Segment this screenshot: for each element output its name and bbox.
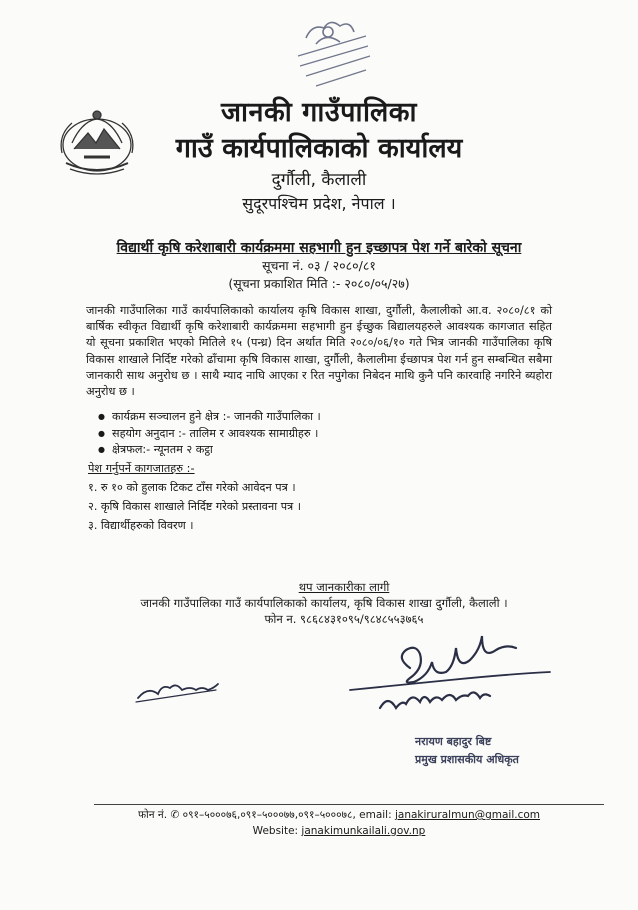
list-item: १. रु १० को हुलाक टिकट टाँस गरेको आवेदन पत्र । xyxy=(88,481,296,494)
office-seal-stamp xyxy=(276,8,386,98)
more-info-address: जानकी गाउँपालिका गाउँ कार्यपालिकाको कार्यालय, कृषि विकास शाखा दुर्गौली, कैलाली । xyxy=(140,596,508,610)
footer-email-label: email: xyxy=(359,809,392,821)
footer-website-link[interactable]: janakimunkailali.gov.np xyxy=(301,825,426,837)
notice-body-paragraph: जानकी गाउँपालिका गाउँ कार्यपालिकाको कार्यालय कृषि विकास शाखा, दुर्गौली, कैलालीको आ.व. २०८०/८१ को बार्षिक स्वीकृत विद्यार्थी कृषि करेशाबारी कार्यक्रममा सहभागी हुन ईच्छुक बिद्यालयहरुले आवश्यक कागजात सहित यो सूचना प्रकाशित भएको मितिले १५ (पन्ध्र) दिन अर्थात मिति २०८०/०६/१० गते भित्र जानकी गाउँपालिका कृषि विकास शाखाले निर्दिष्ट गरेको ढाँचामा कृषि विकास शाखा, दुर्गौली, कैलालीमा ईच्छापत्र पेश गर्न हुन सम्बन्धित सबैमा जानकारी साथ अनुरोध छ । साथै म्याद नाघि आएका र रित नपुगेका निबेदन माथि कुनै पनि कारवाहि नगरिने ब्यहोरा अनुरोध छ । xyxy=(86,304,552,399)
notice-title: विद्यार्थी कृषि करेशाबारी कार्यक्रममा सहभागी हुन इच्छापत्र पेश गर्ने बारेको सूचना xyxy=(116,240,522,256)
list-item: ● क्षेत्रफल:- न्यूनतम २ कट्ठा xyxy=(92,442,321,459)
list-item: २. कृषि विकास शाखाले निर्दिष्ट गरेको प्रस्तावना पत्र । xyxy=(88,500,302,513)
notice-published-date: (सूचना प्रकाशित मिति :- २०८०/०५/२७) xyxy=(228,276,410,291)
office-name: जानकी गाउँपालिका xyxy=(221,97,417,128)
more-info-heading: थप जानकारीका लागी xyxy=(298,580,390,594)
footer-phone-numbers: ०९१–५०००७६,०९१–५०००७७,०९१–५०००७८, xyxy=(182,809,356,821)
phone-icon: ✆ xyxy=(170,809,180,821)
secondary-signature xyxy=(132,672,222,712)
footer-phone-label: फोन नं. xyxy=(137,809,168,821)
signatory-designation: प्रमुख प्रशासकीय अधिकृत xyxy=(415,753,519,766)
office-subtitle: गाउँ कार्यपालिकाको कार्यालय xyxy=(175,133,463,164)
list-item: ३. विद्यार्थीहरुको विवरण । xyxy=(88,519,194,532)
official-signature xyxy=(340,628,560,728)
footer-email-link[interactable]: janakiruralmun@gmail.com xyxy=(394,809,541,821)
program-details-list xyxy=(92,409,321,459)
more-info-phone: फोन न. ९८६८४३१०९५/९८४८५५३७६५ xyxy=(264,612,424,626)
address-line-2: सुदूरपश्चिम प्रदेश, नेपाल । xyxy=(242,194,396,213)
footer-website-line xyxy=(0,825,638,837)
footer-website-label: Website: xyxy=(252,825,299,837)
notice-number: सूचना नं. ०३ / २०८०/८१ xyxy=(262,258,376,273)
address-line-1: दुर्गौली, कैलाली xyxy=(271,170,367,190)
documents-list xyxy=(88,478,301,535)
documents-heading: पेश गर्नुपर्ने कागजातहरु :- xyxy=(88,462,195,475)
list-item: ● कार्यक्रम सञ्चालन हुने क्षेत्र :- जानकी गाउँपालिका । xyxy=(92,409,321,426)
list-item: ● सहयोग अनुदान :- तालिम र आवश्यक सामाग्रीहरु । xyxy=(92,426,321,443)
footer-contact-line xyxy=(0,808,638,822)
footer-divider xyxy=(94,804,604,805)
signatory-name: नरायण बहादुर बिष्ट xyxy=(415,735,492,748)
